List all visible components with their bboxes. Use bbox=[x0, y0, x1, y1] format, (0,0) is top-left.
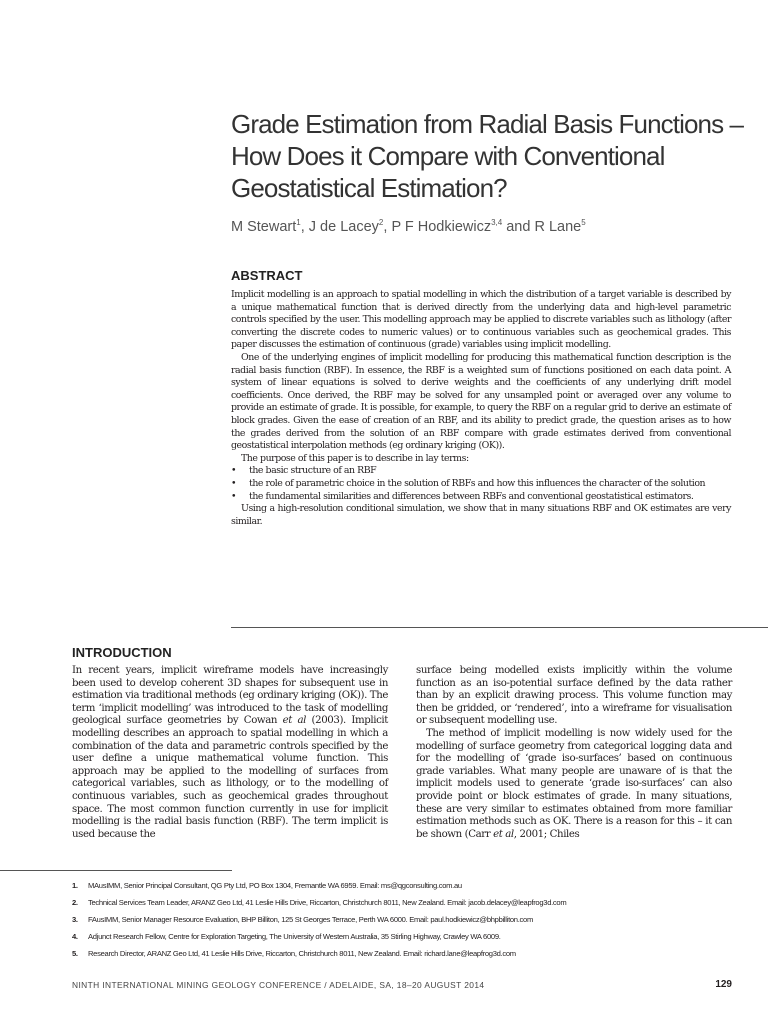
abstract-bullet-list bbox=[231, 465, 731, 503]
body-column-left bbox=[72, 665, 388, 841]
abstract-paragraph: The purpose of this paper is to describe in lay terms: bbox=[241, 452, 469, 464]
footnote: 2. Technical Services Team Leader, ARANZ Geo Ltd, 41 Leslie Hills Drive, Riccarton, Christchurch 8011, New Zealand. Email: jacob.delacey@leapfrog3d.com bbox=[72, 898, 567, 907]
bullet-icon: • bbox=[231, 490, 237, 502]
introduction-heading: INTRODUCTION bbox=[72, 645, 172, 660]
body-column-right bbox=[416, 665, 732, 841]
footnote-divider bbox=[0, 870, 232, 871]
abstract-heading: ABSTRACT bbox=[231, 268, 303, 283]
author: J de Lacey$^2$, bbox=[308, 218, 392, 235]
author-list bbox=[231, 218, 751, 235]
page-number: 129 bbox=[715, 979, 732, 990]
body-paragraph: surface being modelled exists implicitly within the volume function as an iso-potential surface defined by the data rather than by an explicit drawing process. This volume function may then be gridded, or ‘rendered’, into a wireframe for visualisation or subsequent modelling use. bbox=[416, 665, 732, 727]
abstract-paragraph: Using a high-resolution conditional simulation, we show that in many situations RBF and OK estimates are very similar. bbox=[231, 503, 731, 527]
body-paragraph: The method of implicit modelling is now widely used for the modelling of surface geometry from categorical logging data and for the modelling of ‘grade iso-surfaces’ based on continuous grade variables. What many people are unaware of is that the implicit models used to generate ‘grade iso-surfaces’ can also provide point or block estimates of grade. In many situations, these are very similar to estimates obtained from more familiar estimation methods such as OK. There is a reason for this – it can be shown (Carr et al, 2001; Chiles bbox=[416, 727, 732, 840]
author-affiliation: 5 bbox=[581, 218, 586, 227]
author-affiliation: 3,4 bbox=[491, 218, 503, 227]
abstract-body bbox=[231, 289, 731, 528]
author: R Lane$^5$ bbox=[534, 218, 586, 235]
conference-name: NINTH INTERNATIONAL MINING GEOLOGY CONFERENCE / ADELAIDE, SA, 18–20 AUGUST 2014 bbox=[72, 980, 485, 990]
author: M Stewart$^1$, bbox=[231, 218, 309, 235]
author: P F Hodkiewicz$^{3,4}$ and bbox=[391, 218, 535, 235]
page-footer bbox=[72, 980, 732, 990]
footnote-list bbox=[72, 880, 732, 965]
bullet-icon: • bbox=[231, 477, 237, 489]
bullet-item: • the role of parametric choice in the solution of RBFs and how this influences the character of the solution bbox=[231, 477, 706, 489]
footnote: 4. Adjunct Research Fellow, Centre for Exploration Targeting, The University of Western Australia, 35 Stirling Highway, Crawley WA 6009. bbox=[72, 932, 501, 941]
author-affiliation: 2 bbox=[378, 218, 384, 227]
footnote: 3. FAusIMM, Senior Manager Resource Evaluation, BHP Billiton, 125 St Georges Terrace, Perth WA 6000. Email: paul.hodkiewicz@bhpbilliton.com bbox=[72, 915, 533, 924]
footnote: 5. Research Director, ARANZ Geo Ltd, 41 Leslie Hills Drive, Riccarton, Christchurch 8011, New Zealand. Email: richard.lane@leapfrog3d.com bbox=[72, 949, 516, 958]
body-paragraph: In recent years, implicit wireframe models have increasingly been used to develop coherent 3D shapes for subsequent use in estimation via traditional methods (eg ordinary kriging (OK)). The term ‘implicit modelling’ was introduced to the task of modelling geological surface geometries by Cowan et al (2003). Implicit modelling describes an approach to spatial modelling in which a combination of the data and parametric controls specified by the user define a unique mathematical volume function. This approach may be applied to the modelling of surfaces from categorical variables, such as lithology, or to the modelling of continuous variables, such as geochemical grades throughout space. The most common function currently in use for implicit modelling is the radial basis function (RBF). The term implicit is used because the bbox=[72, 665, 388, 840]
bullet-item: • the basic structure of an RBF bbox=[231, 465, 377, 477]
section-divider bbox=[231, 627, 768, 628]
abstract-paragraph: Implicit modelling is an approach to spatial modelling in which the distribution of a target variable is described by a unique mathematical function that is derived directly from the underlying data and high-level parametric controls specified by the user. This modelling approach may be applied to discrete variables such as lithology (after converting the discrete codes to numeric values) or to continuous variables such as geochemical grades. This paper discusses the estimation of continuous (grade) variables using implicit modelling. bbox=[231, 289, 731, 351]
author-affiliation: 1 bbox=[296, 218, 301, 227]
abstract-paragraph: One of the underlying engines of implicit modelling for producing this mathematical function description is the radial basis function (RBF). In essence, the RBF is a weighted sum of functions positioned on each data point. A system of linear equations is solved to derive weights and the coefficients of any underlying drift model coefficients. Once derived, the RBF may be solved for any unsampled point or averaged over any volume to provide an estimate of grade. It is possible, for example, to query the RBF on a regular grid to derive an estimate of block grades. Given the ease of creation of an RBF, and its ability to predict grade, the question arises as to how the grades derived from the solution of an RBF compare with grade estimates derived from conventional geostatistical interpolation methods (eg ordinary kriging (OK)). bbox=[231, 351, 731, 452]
bullet-item: • the fundamental similarities and differences between RBFs and conventional geostatistical estimators. bbox=[231, 490, 694, 502]
footnote: 1. MAusIMM, Senior Principal Consultant, QG Pty Ltd, PO Box 1304, Fremantle WA 6959. Email: ms@qgconsulting.com.au bbox=[72, 881, 462, 890]
paper-title: Grade Estimation from Radial Basis Functions – How Does it Compare with Conventional Geostatistical Estimation? bbox=[231, 109, 744, 203]
bullet-icon: • bbox=[231, 465, 237, 477]
